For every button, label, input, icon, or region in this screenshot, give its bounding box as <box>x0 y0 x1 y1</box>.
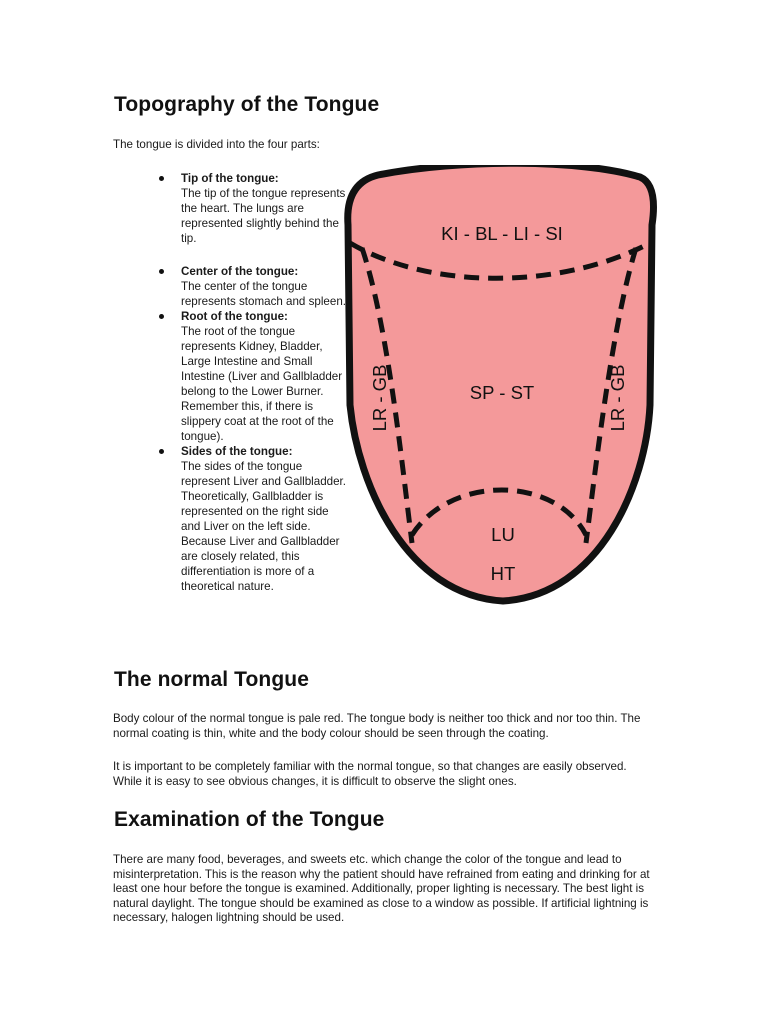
part-title: Center of the tongue: <box>181 265 299 278</box>
tongue-parts-list <box>158 171 348 594</box>
center-label: SP - ST <box>469 382 535 403</box>
normal-paragraph-2: It is important to be completely familiar with the normal tongue, so that changes are easily observed. While it is easy to see obvious changes, it is difficult to observe the slight ones. <box>113 760 627 788</box>
list-item-center <box>158 264 348 309</box>
front-label: LU <box>491 524 515 545</box>
part-title: Sides of the tongue: <box>181 445 293 458</box>
part-text: The sides of the tongue represent Liver and Gallbladder. Theoretically, Gallbladder is represented on the right side and Liver on the left side. Because Liver and Gallbladder are closely related, this differentiation is more of a theoretical nature. <box>181 460 346 593</box>
root-label: KI - BL - LI - SI <box>441 223 563 244</box>
right-side-label: LR - GB <box>607 364 628 432</box>
list-item-root <box>158 309 348 444</box>
left-side-label: LR - GB <box>369 364 390 432</box>
part-text: The root of the tongue represents Kidney, Bladder, Large Intestine and Small Intestine (Liver and Gallbladder belong to the Lower Burner. Remember this, if there is slippery coat at the root of the tongue). <box>181 325 343 443</box>
part-title: Tip of the tongue: <box>181 172 279 185</box>
tip-label: HT <box>490 563 516 584</box>
part-text: The tip of the tongue represents the heart. The lungs are represented slightly behind the tip. <box>181 187 346 245</box>
tongue-map-svg <box>340 165 660 610</box>
part-text: The center of the tongue represents stomach and spleen. <box>181 280 346 308</box>
title-normal-tongue: The normal Tongue <box>114 668 309 691</box>
list-item-sides <box>158 444 348 594</box>
intro-text: The tongue is divided into the four parts: <box>113 138 320 151</box>
tongue-diagram <box>340 165 660 610</box>
title-examination: Examination of the Tongue <box>114 808 385 831</box>
part-title: Root of the tongue: <box>181 310 288 323</box>
normal-paragraph-1: Body colour of the normal tongue is pale red. The tongue body is neither too thick and nor too thin. The normal coating is thin, white and the body colour should be seen through the coating. <box>113 712 641 740</box>
list-item-tip <box>158 171 348 246</box>
examination-paragraph: There are many food, beverages, and sweets etc. which change the color of the tongue and lead to misinterpretation. This is the reason why the patient should have refrained from eating and drinking for at least one hour before the tongue is examined. Additionally, proper lighting is necessary. The best light is natural daylight. The tongue should be examined as close to a window as possible. If artificial lightning is necessary, halogen lightning should be used. <box>113 853 650 925</box>
title-topography: Topography of the Tongue <box>114 93 380 116</box>
